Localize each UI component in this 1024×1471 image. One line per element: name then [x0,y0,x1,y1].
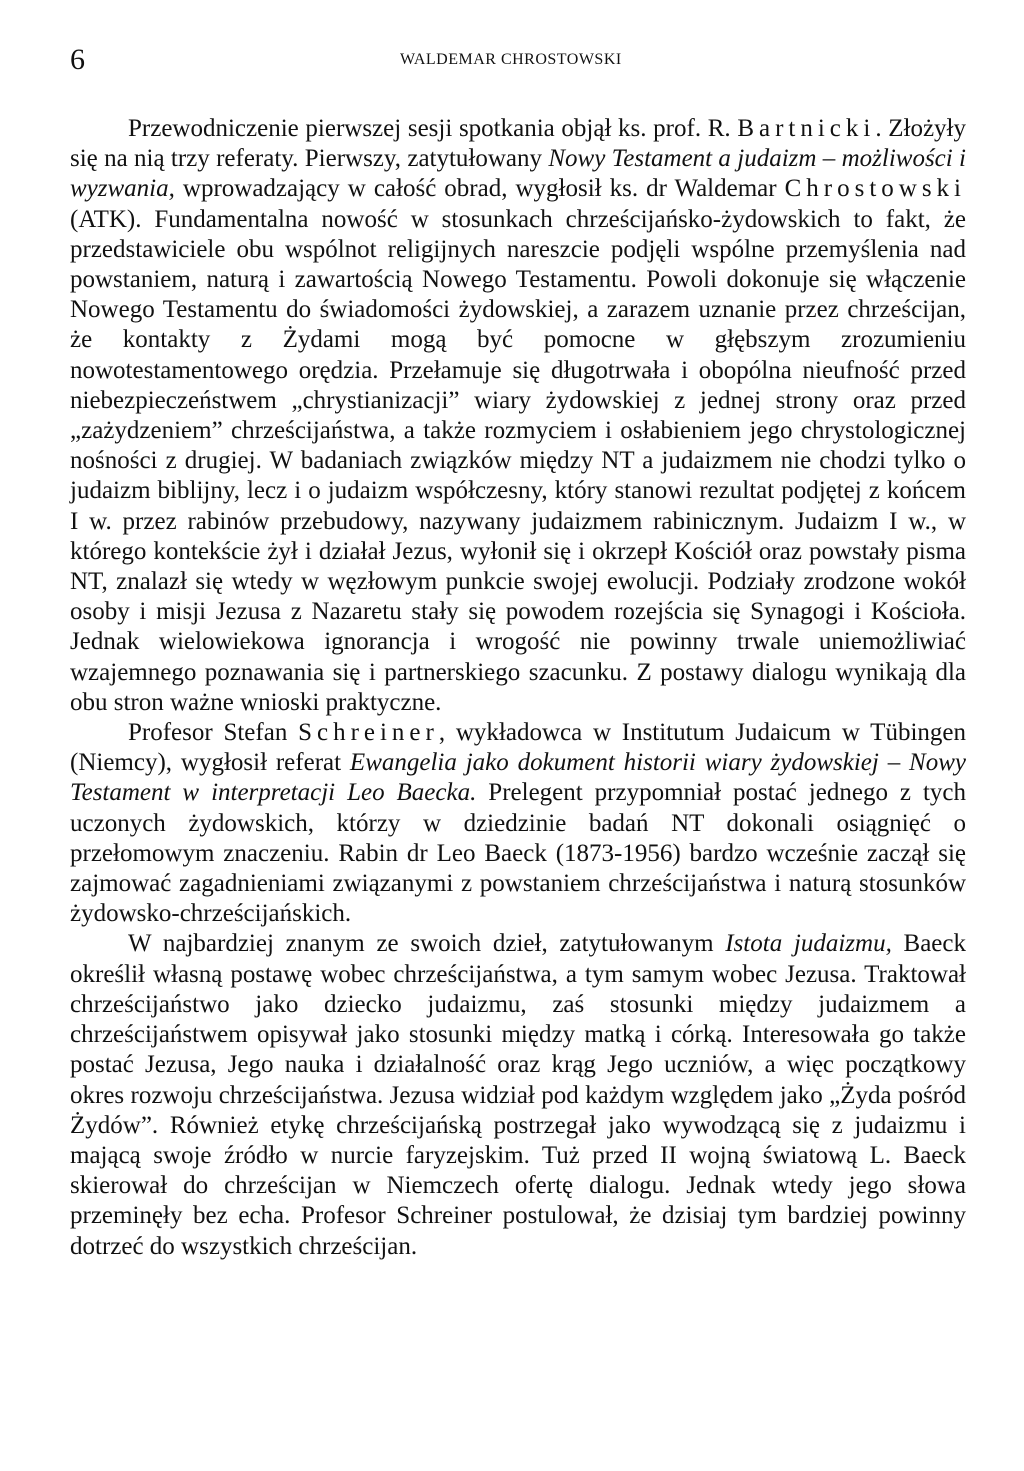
running-head [70,40,964,80]
paragraph [70,114,966,718]
text-run: Profesor Stefan [128,719,299,747]
text-run: Prelegent przypomniał postać jednego z tych uczonych żydowskich, którzy w dziedzinie badań NT dokonali osiągnięć o przełomowym znaczeniu. Rabin dr Leo Baeck (1873-1956) bardzo wcześnie zaczął się zajmować zagadnieniami związanymi z powstaniem chrześcijaństwa i naturą stosunków żydowsko-chrześcijańskich. [70,779,966,928]
text-run: , wykładowca w Institutum Judaicum w Tübingen (Niemcy), wygłosił referat [70,719,966,777]
text-run: wprowadzający w całość obrad, wygłosił ks. dr Waldemar [174,175,785,203]
spaced-name-run: Bartnicki [737,115,876,142]
spaced-name-run: Chrostowski [784,175,966,203]
text-run: Baeck określił własną postawę wobec chrześcijaństwa, a tym samym wobec Jezusa. Traktował chrześcijaństwo jako dziecko judaizmu, zaś stosunki między judaizmem a chrześcijaństwem opisywał jako stosunki między matką i córką. Interesowała go także postać Jezusa, Jego nauka i działalność oraz krąg Jego uczniów, a więc początkowy okres rozwoju chrześcijaństwa. Jezusa widział pod każdym względem jako „Żyda pośród Żydów”. Również etykę chrześcijańską postrzegał jako wywodzącą się z judaizmu i mającą swoje źródło w nurcie faryzejskim. Tuż przed II wojną światową L. Baeck skierował do chrześcijan w Niemczech ofertę dialogu. Jednak wtedy jego słowa przeminęły bez echa. Profesor Schreiner postulował, że dzisiaj tym bardziej powinny dotrzeć do wszystkich chrześcijan. [70,930,966,1260]
text-run: W najbardziej znanym ze swoich dzieł, zatytułowanym [128,930,726,958]
text-run: . Złożyły się na nią trzy referaty. Pierwszy, zatytułowany [70,115,967,173]
italic-title-run: Nowy Testament a judaizm – możliwości i wyzwania, [70,145,966,203]
running-title: WALDEMAR CHROSTOWSKI [400,51,622,68]
spaced-name-run: Schreiner [298,719,439,747]
paragraph [70,718,966,929]
italic-title-run: Ewangelia jako dokument historii wiary żydowskiej – Nowy Testament w interpretacji Leo Baecka. [70,749,966,807]
paragraph [70,929,966,1261]
text-run: (ATK). Fundamentalna nowość w stosunkach chrześcijańsko-żydowskich to fakt, że przedstawiciele obu wspólnot religijnych nareszcie podjęli wspólne przemyślenia nad powstaniem, naturą i zawartością Nowego Testamentu. Powoli dokonuje się włączenie Nowego Testamentu do świadomości żydowskiej, a zarazem uznanie przez chrześcijan, że kontakty z Żydami mogą być pomocne w głębszym zrozumieniu nowotestamentowego orędzia. Przełamuje się długotrwała i obopólna nieufność przed niebezpieczeństwem „chrystianizacji” wiary żydowskiej z jednej strony oraz przed „zażydzeniem” chrześcijaństwa, a także rozmyciem i osłabieniem jego chrystologicznej nośności z drugiej. W badaniach związków między NT a judaizmem nie chodzi tylko o judaizm biblijny, lecz i o judaizm współczesny, który stanowi rezultat podjętej z końcem I w. przez rabinów przebudowy, nazywany judaizmem rabinicznym. Judaizm I w., w którego kontekście żył i działał Jezus, wyłonił się i okrzepł Kościół oraz powstały pisma NT, znalazł się wtedy w węzłowym punkcie swojej ewolucji. Podziały zrodzone wokół osoby i misji Jezusa z Nazaretu stały się powodem rozejścia się Synagogi i Kościoła. Jednak wielowiekowa ignorancja i wrogość nie powinny trwale uniemożliwiać wzajemnego poznawania się i partnerskiego szacunku. Z postawy dialogu wynikają dla obu stron ważne wnioski praktyczne. [70,205,966,716]
page-number: 6 [70,43,85,76]
text-run: Przewodniczenie pierwszej sesji spotkania objął ks. prof. R. [128,115,738,142]
body-text [70,114,966,1262]
italic-title-run: Istota judaizmu, [725,930,892,958]
